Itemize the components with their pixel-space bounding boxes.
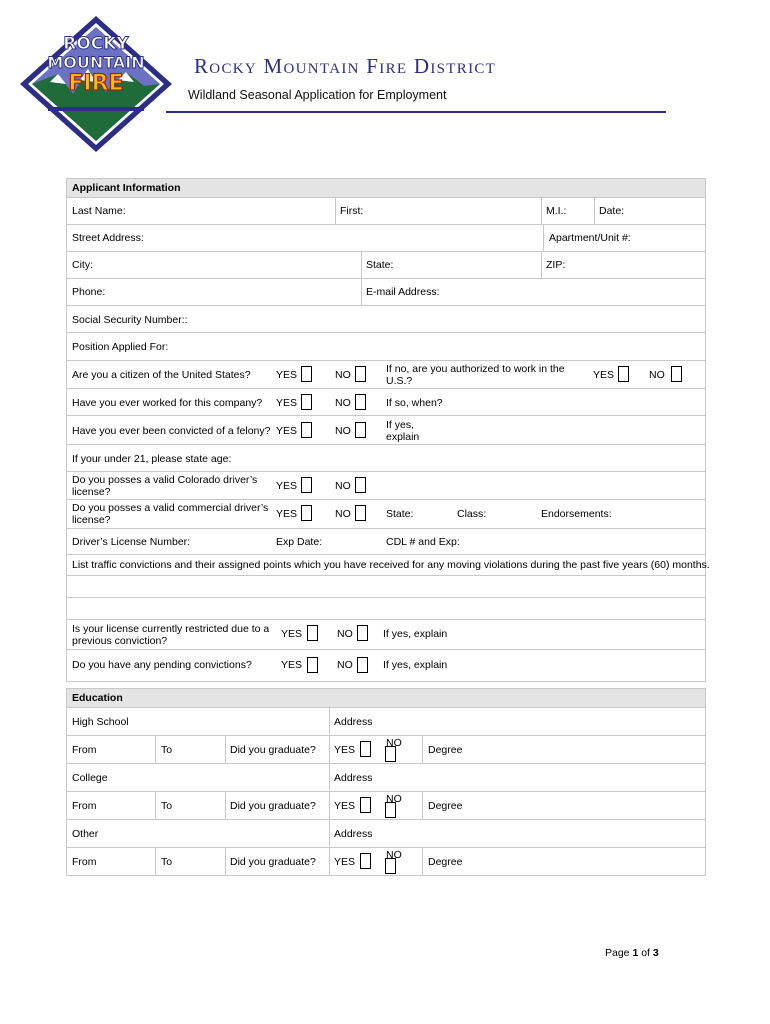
hs-degree-label: Degree [428, 744, 463, 756]
hs-yes-label: YES [334, 744, 356, 756]
hs-from-label: From [72, 744, 97, 756]
page-footer: Page 1 of 3 [605, 947, 659, 959]
pending-explain-label: If yes, explain [383, 659, 448, 671]
worked-here-row [67, 389, 705, 416]
restricted-question: Is your license currently restricted due to a previous conviction? [72, 623, 270, 647]
education-section [66, 688, 706, 876]
drivers-license-number-label: Driver’s License Number: [72, 536, 191, 548]
authorized-no-checkbox[interactable] [671, 366, 682, 382]
pending-question: Do you have any pending convictions? [72, 659, 252, 671]
pending-yes-label: YES [281, 659, 303, 671]
restricted-yes-checkbox[interactable] [307, 625, 318, 641]
hs-no-label: NO [386, 737, 402, 749]
traffic-blank-row-2[interactable] [67, 598, 705, 620]
colorado-license-no-label: NO [335, 480, 351, 492]
felony-no-checkbox[interactable] [355, 422, 366, 438]
city-row [67, 252, 705, 279]
if-so-when-label: If so, when? [386, 397, 443, 409]
other-dates-row [67, 848, 705, 876]
drivers-license-row [67, 529, 705, 555]
high-school-address-label: Address [334, 716, 373, 728]
city-label: City: [72, 259, 93, 271]
last-name-label: Last Name: [72, 205, 126, 217]
high-school-label: High School [72, 716, 129, 728]
college-graduate-question: Did you graduate? [230, 800, 316, 812]
other-from-label: From [72, 856, 97, 868]
felony-question: Have you ever been convicted of a felony? [72, 425, 271, 437]
felony-explain-label: If yes, explain [386, 419, 420, 443]
endorsements-label: Endorsements: [541, 508, 612, 520]
license-state-label: State: [386, 508, 414, 520]
authorized-yes-checkbox[interactable] [618, 366, 629, 382]
college-address-label: Address [334, 772, 373, 784]
restricted-no-label: NO [337, 628, 353, 640]
other-to-label: To [161, 856, 173, 868]
page-title: Rocky Mountain Fire District [194, 54, 497, 78]
state-label: State: [366, 259, 394, 271]
logo-text-rocky: ROCKY [63, 34, 129, 54]
apartment-label: Apartment/Unit #: [549, 232, 631, 244]
hs-to-label: To [161, 744, 173, 756]
first-name-label: First: [340, 205, 364, 217]
street-address-label: Street Address: [72, 232, 144, 244]
felony-row [67, 416, 705, 445]
commercial-license-no-checkbox[interactable] [355, 505, 366, 521]
citizen-no-checkbox[interactable] [355, 366, 366, 382]
middle-initial-label: M.I.: [546, 205, 567, 217]
colorado-license-question: Do you posses a valid Colorado driver’s license? [72, 474, 258, 498]
worked-no-checkbox[interactable] [355, 394, 366, 410]
citizen-row [67, 361, 705, 389]
college-label: College [72, 772, 108, 784]
page-subtitle: Wildland Seasonal Application for Employment [188, 88, 447, 102]
logo-text-fire: FIRE [68, 71, 124, 96]
worked-question: Have you ever worked for this company? [72, 397, 263, 409]
title-divider [166, 111, 666, 113]
position-label: Position Applied For: [72, 341, 169, 353]
logo-text-mountain: MOUNTAIN [47, 53, 145, 72]
worked-yes-checkbox[interactable] [301, 394, 312, 410]
authorized-no-label: NO [649, 369, 665, 381]
college-yes-label: YES [334, 800, 356, 812]
citizen-yes-checkbox[interactable] [301, 366, 312, 382]
restricted-no-checkbox[interactable] [357, 625, 368, 641]
pending-row [67, 650, 705, 682]
zip-label: ZIP: [546, 259, 566, 271]
colorado-license-row [67, 472, 705, 500]
position-row [67, 333, 705, 361]
other-label: Other [72, 828, 99, 840]
college-yes-checkbox[interactable] [360, 797, 371, 813]
phone-row [67, 279, 705, 306]
traffic-convictions-row [67, 555, 710, 576]
under-21-row [67, 445, 705, 472]
commercial-license-row [67, 500, 705, 529]
other-address-label: Address [334, 828, 373, 840]
college-no-label: NO [386, 793, 402, 805]
high-school-row [67, 708, 705, 736]
street-row [67, 225, 705, 252]
cdl-label: CDL # and Exp: [386, 536, 460, 548]
commercial-license-yes-checkbox[interactable] [301, 505, 312, 521]
exp-date-label: Exp Date: [276, 536, 323, 548]
other-row [67, 820, 705, 848]
college-no-checkbox[interactable] [385, 802, 396, 818]
hs-graduate-question: Did you graduate? [230, 744, 316, 756]
worked-yes-label: YES [276, 397, 298, 409]
college-to-label: To [161, 800, 173, 812]
district-logo [18, 14, 174, 154]
other-degree-label: Degree [428, 856, 463, 868]
other-yes-label: YES [334, 856, 356, 868]
traffic-convictions-label: List traffic convictions and their assigned points which you have received for any moving violations during the past five years (60) months. [72, 559, 710, 571]
hs-yes-checkbox[interactable] [360, 741, 371, 757]
pending-no-checkbox[interactable] [357, 657, 368, 673]
colorado-license-no-checkbox[interactable] [355, 477, 366, 493]
ssn-row [67, 306, 705, 333]
restricted-yes-label: YES [281, 628, 303, 640]
worked-no-label: NO [335, 397, 351, 409]
other-no-label: NO [386, 849, 402, 861]
license-class-label: Class: [457, 508, 487, 520]
citizen-no-label: NO [335, 369, 351, 381]
citizen-question: Are you a citizen of the United States? [72, 369, 251, 381]
other-graduate-question: Did you graduate? [230, 856, 316, 868]
applicant-information-section [66, 178, 710, 682]
authorized-question: If no, are you authorized to work in the U.S.? [386, 363, 565, 387]
high-school-dates-row [67, 736, 705, 764]
felony-yes-checkbox[interactable] [301, 422, 312, 438]
traffic-blank-row-1[interactable] [67, 576, 705, 598]
college-from-label: From [72, 800, 97, 812]
felony-no-label: NO [335, 425, 351, 437]
section-header: Applicant Information [67, 179, 705, 198]
college-row [67, 764, 705, 792]
other-yes-checkbox[interactable] [360, 853, 371, 869]
colorado-license-yes-checkbox[interactable] [301, 477, 312, 493]
colorado-license-yes-label: YES [276, 480, 298, 492]
restricted-row [67, 620, 705, 650]
other-no-checkbox[interactable] [385, 858, 396, 874]
college-dates-row [67, 792, 705, 820]
email-label: E-mail Address: [366, 286, 440, 298]
section-header: Education [67, 689, 705, 708]
commercial-license-yes-label: YES [276, 508, 298, 520]
ssn-label: Social Security Number:: [72, 314, 188, 326]
college-degree-label: Degree [428, 800, 463, 812]
phone-label: Phone: [72, 286, 106, 298]
date-label: Date: [599, 205, 625, 217]
commercial-license-no-label: NO [335, 508, 351, 520]
citizen-yes-label: YES [276, 369, 298, 381]
hs-no-checkbox[interactable] [385, 746, 396, 762]
pending-yes-checkbox[interactable] [307, 657, 318, 673]
name-row [67, 198, 705, 225]
restricted-explain-label: If yes, explain [383, 628, 448, 640]
pending-no-label: NO [337, 659, 353, 671]
commercial-license-question: Do you posses a valid commercial driver’s license? [72, 502, 269, 526]
under-21-label: If your under 21, please state age: [72, 453, 232, 465]
felony-yes-label: YES [276, 425, 298, 437]
authorized-yes-label: YES [593, 369, 615, 381]
